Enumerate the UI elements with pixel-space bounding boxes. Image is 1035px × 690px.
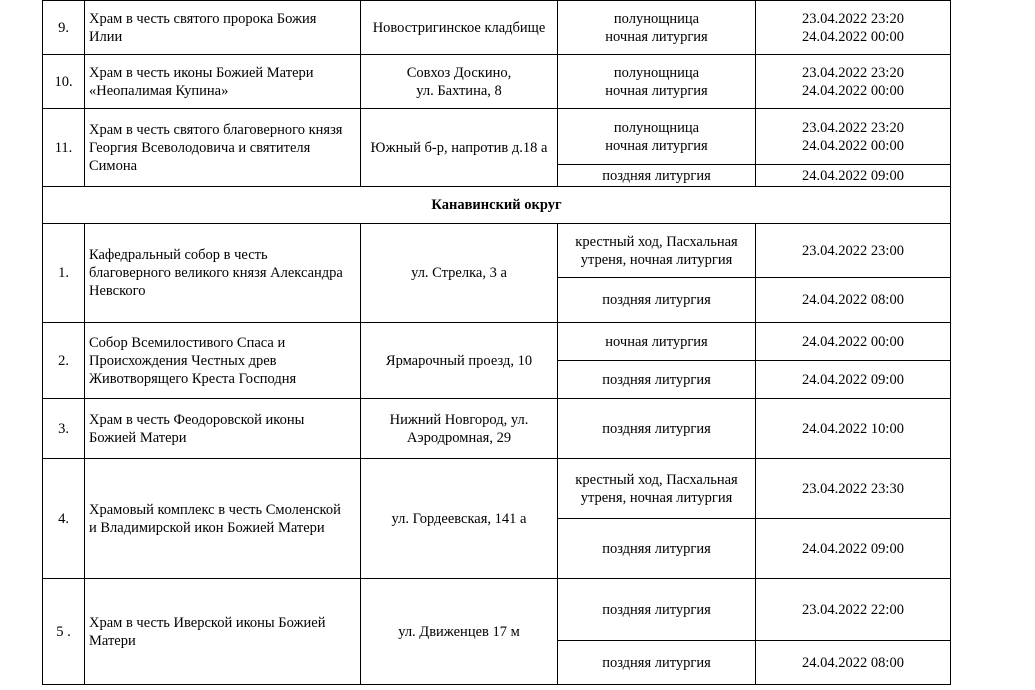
service-time: 23.04.2022 23:20 24.04.2022 00:00 bbox=[756, 1, 951, 55]
table-row bbox=[43, 579, 951, 641]
service-time: 24.04.2022 09:00 bbox=[756, 361, 951, 399]
service-time: 23.04.2022 23:00 bbox=[756, 224, 951, 278]
service-time: 24.04.2022 09:00 bbox=[756, 165, 951, 187]
church-address: ул. Стрелка, 3 а bbox=[361, 224, 558, 323]
church-name: Храм в честь Феодоровской иконы Божией Матери bbox=[85, 399, 361, 459]
table-row bbox=[43, 109, 951, 165]
church-name: Собор Всемилостивого Спаса и Происхождения Честных древ Животворящего Креста Господня bbox=[85, 323, 361, 399]
row-number: 10. bbox=[43, 55, 85, 109]
service-time: 24.04.2022 10:00 bbox=[756, 399, 951, 459]
service-time: 24.04.2022 09:00 bbox=[756, 519, 951, 579]
row-number: 9. bbox=[43, 1, 85, 55]
row-number: 1. bbox=[43, 224, 85, 323]
church-name: Храм в честь иконы Божией Матери «Неопалимая Купина» bbox=[85, 55, 361, 109]
service-time: 24.04.2022 08:00 bbox=[756, 641, 951, 685]
service-type: поздняя литургия bbox=[558, 641, 756, 685]
service-type: крестный ход, Пасхальная утреня, ночная литургия bbox=[558, 459, 756, 519]
church-name: Храм в честь Иверской иконы Божией Матери bbox=[85, 579, 361, 685]
schedule-table bbox=[42, 0, 951, 685]
service-type: поздняя литургия bbox=[558, 519, 756, 579]
row-number: 3. bbox=[43, 399, 85, 459]
service-type: поздняя литургия bbox=[558, 361, 756, 399]
row-number: 11. bbox=[43, 109, 85, 187]
service-type: полунощница ночная литургия bbox=[558, 109, 756, 165]
service-time: 23.04.2022 23:20 24.04.2022 00:00 bbox=[756, 55, 951, 109]
row-number: 5 . bbox=[43, 579, 85, 685]
church-address: Новостригинское кладбище bbox=[361, 1, 558, 55]
church-name: Храм в честь святого благоверного князя Георгия Всеволодовича и святителя Симона bbox=[85, 109, 361, 187]
church-name: Храм в честь святого пророка Божия Илии bbox=[85, 1, 361, 55]
service-type: крестный ход, Пасхальная утреня, ночная литургия bbox=[558, 224, 756, 278]
service-time: 23.04.2022 22:00 bbox=[756, 579, 951, 641]
service-type: полунощница ночная литургия bbox=[558, 1, 756, 55]
table-row bbox=[43, 459, 951, 519]
section-header-row bbox=[43, 187, 951, 224]
church-address: Южный б-р, напротив д.18 а bbox=[361, 109, 558, 187]
service-time: 24.04.2022 08:00 bbox=[756, 278, 951, 323]
table-row bbox=[43, 323, 951, 361]
service-type: ночная литургия bbox=[558, 323, 756, 361]
church-name: Храмовый комплекс в честь Смоленской и Владимирской икон Божией Матери bbox=[85, 459, 361, 579]
section-title: Канавинский округ bbox=[43, 187, 951, 224]
service-type: поздняя литургия bbox=[558, 579, 756, 641]
church-address: Совхоз Доскино, ул. Бахтина, 8 bbox=[361, 55, 558, 109]
table-row bbox=[43, 224, 951, 278]
church-address: ул. Гордеевская, 141 а bbox=[361, 459, 558, 579]
church-address: Ярмарочный проезд, 10 bbox=[361, 323, 558, 399]
table-row bbox=[43, 55, 951, 109]
service-time: 23.04.2022 23:20 24.04.2022 00:00 bbox=[756, 109, 951, 165]
service-type: полунощница ночная литургия bbox=[558, 55, 756, 109]
row-number: 2. bbox=[43, 323, 85, 399]
row-number: 4. bbox=[43, 459, 85, 579]
service-type: поздняя литургия bbox=[558, 278, 756, 323]
service-time: 23.04.2022 23:30 bbox=[756, 459, 951, 519]
table-row bbox=[43, 1, 951, 55]
service-time: 24.04.2022 00:00 bbox=[756, 323, 951, 361]
church-address: Нижний Новгород, ул. Аэродромная, 29 bbox=[361, 399, 558, 459]
service-type: поздняя литургия bbox=[558, 399, 756, 459]
church-address: ул. Движенцев 17 м bbox=[361, 579, 558, 685]
church-name: Кафедральный собор в честь благоверного великого князя Александра Невского bbox=[85, 224, 361, 323]
service-type: поздняя литургия bbox=[558, 165, 756, 187]
table-row bbox=[43, 399, 951, 459]
